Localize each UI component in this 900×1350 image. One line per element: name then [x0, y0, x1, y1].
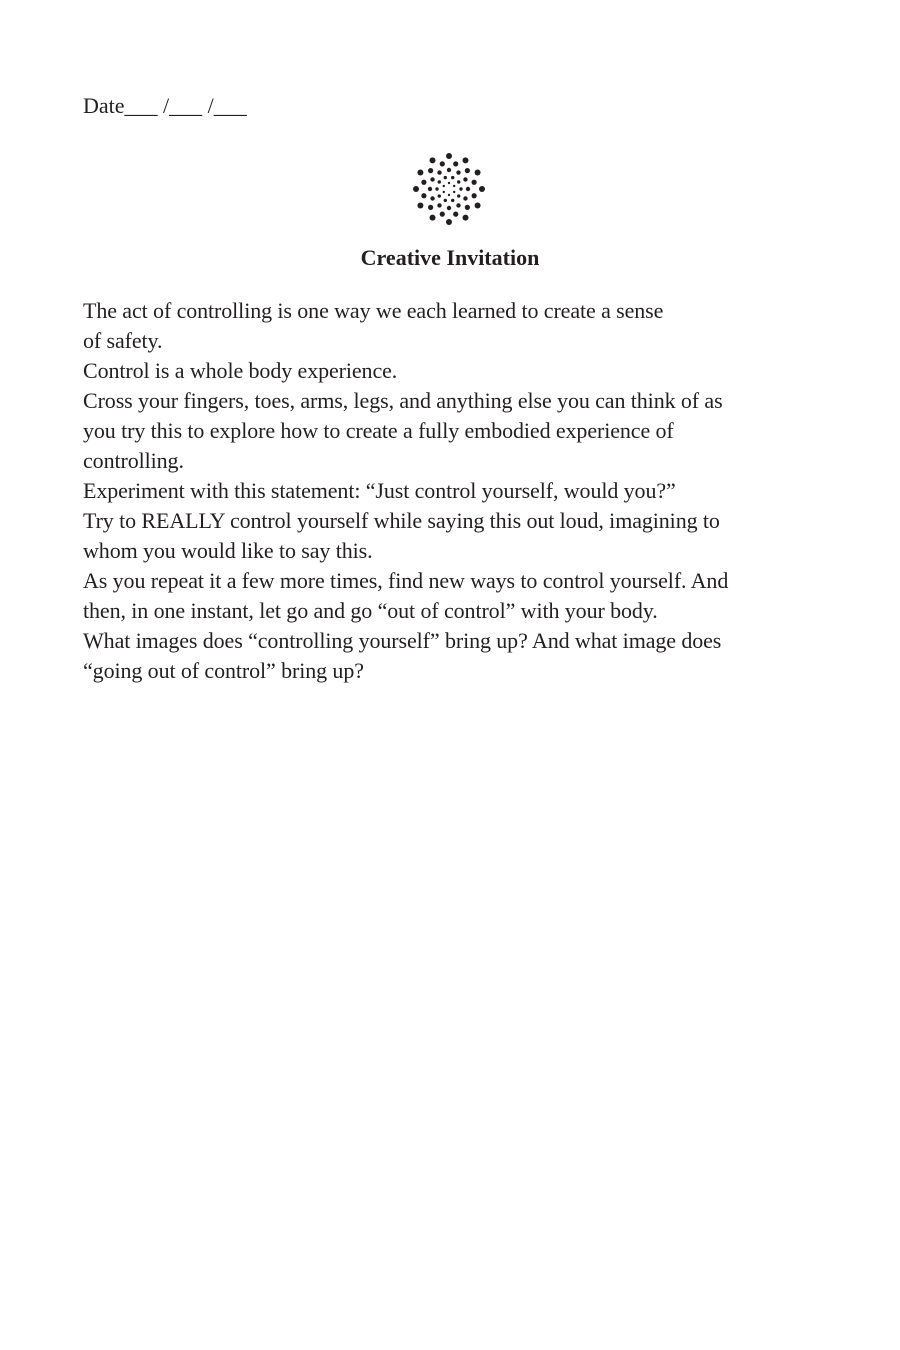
paragraph-line: then, in one instant, let go and go “out of control” with your body. [83, 598, 658, 623]
paragraph-line: Control is a whole body experience. [83, 358, 398, 383]
paragraph-line: you try this to explore how to create a fully embodied experience of [83, 418, 674, 443]
paragraph-4 [83, 476, 823, 506]
body-text [83, 296, 823, 686]
paragraph-line: What images does “controlling yourself” bring up? And what image does [83, 628, 722, 653]
paragraph-line: whom you would like to say this. [83, 538, 373, 563]
paragraph-line: of safety. [83, 328, 163, 353]
paragraph-7 [83, 626, 823, 686]
paragraph-line: Try to REALLY control yourself while saying this out loud, imagining to [83, 508, 720, 533]
paragraph-5 [83, 506, 823, 566]
dotted-sun-ornament-icon [412, 152, 486, 226]
paragraph-3 [83, 386, 823, 476]
paragraph-6 [83, 566, 823, 626]
section-title: Creative Invitation [360, 245, 540, 270]
paragraph-line: Cross your fingers, toes, arms, legs, and anything else you can think of as [83, 388, 723, 413]
paragraph-line: “going out of control” bring up? [83, 658, 364, 683]
paragraph-line: Experiment with this statement: “Just control yourself, would you?” [83, 478, 676, 503]
paragraph-line: controlling. [83, 448, 184, 473]
paragraph-1 [83, 296, 823, 356]
paragraph-line: The act of controlling is one way we each learned to create a sense [83, 298, 664, 323]
paragraph-2 [83, 356, 823, 386]
paragraph-line: As you repeat it a few more times, find new ways to control yourself. And [83, 568, 729, 593]
date-field-label: Date___ /___ /___ [83, 93, 247, 118]
